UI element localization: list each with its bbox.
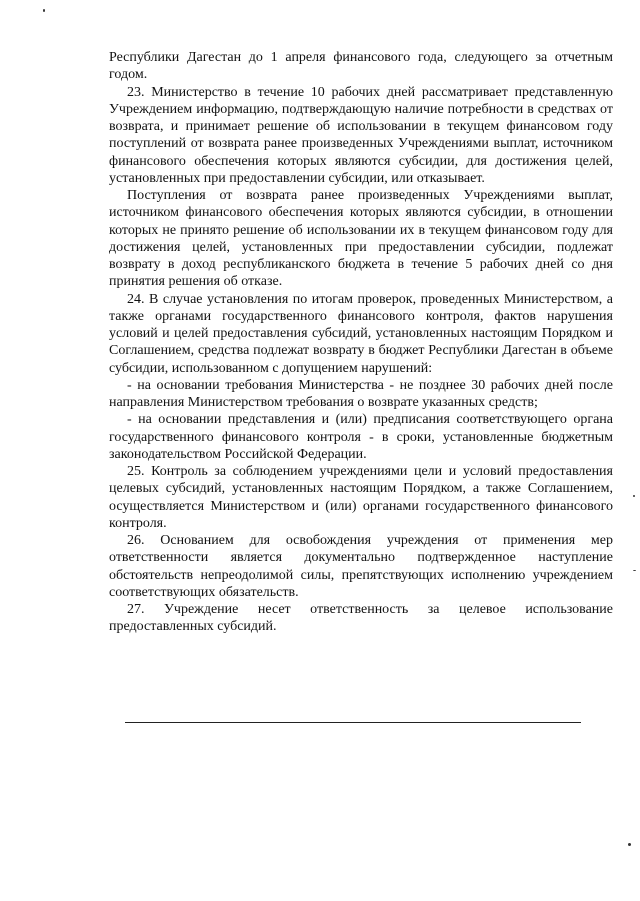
paragraph-23: 23. Министерство в течение 10 рабочих дней рассматривает представленную Учреждением информацию, подтверждающую наличие потребности в средствах от возврата, и принимает решение об использовании в текущем финансовом году поступлений от возврата ранее произведенных Учреждениями выплат, источником финансового обеспечения которых являются субсидии, для достижения целей, установленных при предоставлении субсидии, или отказывает. [109,84,613,186]
paragraph-27: 27. Учреждение несет ответственность за целевое использование предоставленных субсидий. [109,602,613,635]
paragraph-24: 24. В случае установления по итогам проверок, проведенных Министерством, а также органами государственного финансового контроля, фактов нарушения условий и целей предоставления субсидий, установленных настоящим Порядком и Соглашением, средства подлежат возврату в бюджет Республики Дагестан в объеме субсидии, использованном с допущением нарушений: [109,291,613,376]
scan-speck [628,843,631,846]
end-separator-line [125,722,581,723]
document-body [109,49,613,636]
paragraph-24-item-1: - на основании требования Министерства - не позднее 30 рабочих дней после направления Министерством требования о возврате указанных средств; [109,377,613,410]
scan-speck [633,495,635,497]
paragraph-23-returns: Поступления от возврата ранее произведенных Учреждениями выплат, источником финансового обеспечения которых являются субсидии, в отношении которых не принято решение об использовании их в текущем финансовом году для достижения целей, установленных при предоставлении субсидии, подлежат возврату в доход республиканского бюджета в течение 5 рабочих дней со дня принятия решения об отказе. [109,188,613,290]
paragraph-26: 26. Основанием для освобождения учреждения от применения мер ответственности является документально подтвержденное наступление обстоятельств непреодолимой силы, препятствующих исполнению учреждением соответствующих обязательств. [109,533,613,600]
paragraph-24-item-2: - на основании представления и (или) предписания соответствующего органа государственного финансового контроля - в сроки, установленные бюджетным законодательством Российской Федерации. [109,412,613,462]
scan-speck [633,570,636,571]
paragraph-25: 25. Контроль за соблюдением учреждениями цели и условий предоставления целевых субсидий, установленных настоящим Порядком, а также Соглашением, осуществляется Министерством и (или) органами государственного финансового контроля. [109,464,613,531]
scan-speck [43,9,45,12]
paragraph-continuation: Республики Дагестан до 1 апреля финансового года, следующего за отчетным годом. [109,50,613,83]
